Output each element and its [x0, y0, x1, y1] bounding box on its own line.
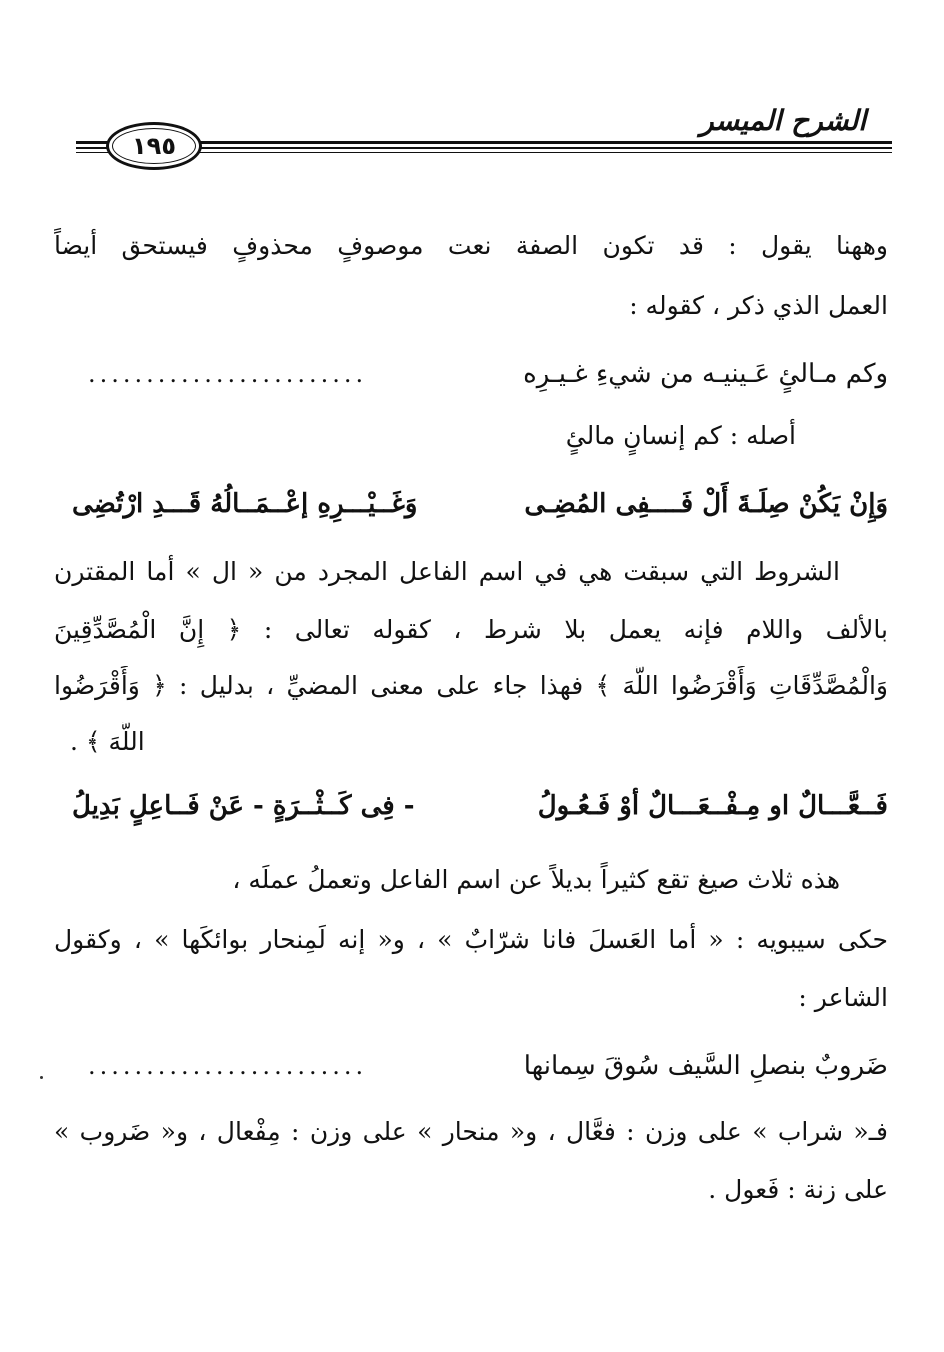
text-line-5: بالألف واللام فإنه يعمل بلا شرط ، كقوله تعالى : ﴿ إِنَّ الْمُصَّدِّقِينَ	[54, 615, 888, 644]
text-line-11: فـ« شراب » على وزن : فعَّال ، و« منحار » على وزن : مِفْعال ، و« ضَروب »	[54, 1117, 888, 1146]
text-line-6: وَالْمُصَّدِّقَاتِ وَأَقْرَضُوا اللَّهَ ﴾ فهذا جاء على معنى المضيِّ ، بدليل : ﴿ وَأَقْرَضُوا	[54, 671, 888, 700]
text-line-1: وههنا يقول : قد تكون الصفة نعت موصوفٍ محذوفٍ فيستحق أيضاً	[54, 231, 888, 260]
verse-2-second-hemistich: وَغَــيْـــرِهِ إعْــمَــالُهُ قَـــدِ ارْتُضِى	[72, 489, 418, 519]
verse-4	[54, 1046, 888, 1086]
verse-3-second-hemistich: - فِى كَــثْــرَةٍ - عَنْ فَــاعِلٍ بَدِيلُ	[72, 791, 415, 821]
text-line-9: حكى سيبويه : « أما العَسلَ فانا شرّابٌ » ، و« إنه لَمِنحار بوائكَها » ، وكقول	[54, 925, 888, 954]
text-line-7: اللَّهَ ﴾ .	[70, 727, 145, 756]
verse-1-omitted-hemistich: ........................	[88, 360, 368, 388]
verse-4-omitted-hemistich: ........................	[88, 1052, 368, 1080]
page-number: ١٩٥	[132, 132, 176, 160]
verse-1-first-hemistich: وكم مـالئٍ عَـينيـه من شيءِ غـيـرِه	[523, 359, 888, 389]
verse-2	[54, 484, 888, 524]
text-line-3: أصله : كم إنسانٍ مالئٍ	[565, 421, 796, 450]
scan-speck	[40, 1076, 43, 1079]
text-line-10: الشاعر :	[798, 983, 888, 1012]
text-line-12: على زنة : فَعول .	[708, 1175, 888, 1204]
verse-4-first-hemistich: ضَروبٌ بنصلِ السَّيف سُوقَ سِمانها	[523, 1051, 888, 1081]
text-line-4: الشروط التي سبقت هي في اسم الفاعل المجرد من « ال » أما المقترن	[54, 557, 840, 586]
verse-3-first-hemistich: فَــعَّـــالٌ او مِـفْــعَـــالٌ أوْ فَـعُـولُ	[537, 791, 888, 821]
verse-3	[54, 786, 888, 826]
text-line-8: هذه ثلاث صيغ تقع كثيراً بديلاً عن اسم الفاعل وتعملُ عملَه ،	[232, 865, 840, 894]
verse-1	[54, 354, 888, 394]
verse-2-first-hemistich: وَإِنْ يَكُنْ صِلَـةَ أَلْ فَــــفِى المُضِـى	[524, 489, 888, 519]
text-line-2: العمل الذي ذكر ، كقوله :	[629, 291, 888, 320]
page-number-badge	[106, 122, 202, 170]
book-title: الشرح الميسر	[700, 104, 866, 137]
